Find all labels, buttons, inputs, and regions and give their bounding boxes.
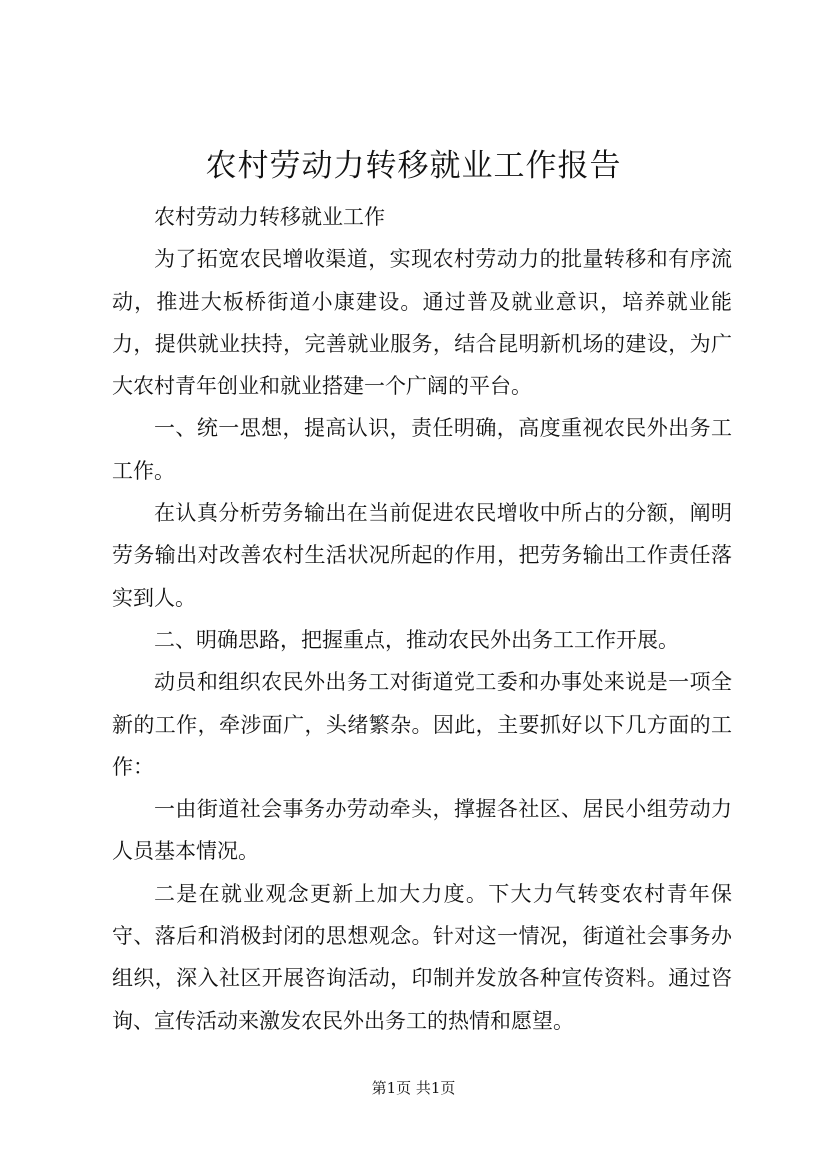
paragraph: 农村劳动力转移就业工作 bbox=[154, 205, 385, 229]
document-body bbox=[112, 196, 732, 1042]
paragraph: 二、明确思路，把握重点，推动农民外出务工工作开展。 bbox=[154, 627, 679, 652]
paragraph: 一、统一思想，提高认识，责任明确，高度重视农民外出务工工作。 bbox=[112, 416, 732, 483]
page-footer: 第1页 共1页 bbox=[371, 1079, 456, 1097]
paragraph: 在认真分析劳务输出在当前促进农民增收中所占的分额，阐明劳务输出对改善农村生活状况所起的作用，把劳务输出工作责任落实到人。 bbox=[112, 501, 732, 610]
paragraph: 二是在就业观念更新上加大力度。下大力气转变农村青年保守、落后和消极封闭的思想观念。针对这一情况，街道社会事务办组织，深入社区开展咨询活动，印制并发放各种宣传资料。通过咨询、宣传活动来激发农民外出务工的热情和愿望。 bbox=[112, 881, 732, 1033]
paragraph: 一由街道社会事务办劳动牵头，撑握各社区、居民小组劳动力人员基本情况。 bbox=[112, 797, 732, 864]
paragraph: 为了拓宽农民增收渠道，实现农村劳动力的批量转移和有序流动，推进大板桥街道小康建设。通过普及就业意识，培养就业能力，提供就业扶持，完善就业服务，结合昆明新机场的建设，为广大农村青年创业和就业搭建一个广阔的平台。 bbox=[112, 247, 732, 399]
paragraph: 动员和组织农民外出务工对街道党工委和办事处来说是一项全新的工作，牵涉面广，头绪繁杂。因此，主要抓好以下几方面的工作： bbox=[112, 670, 732, 779]
document-title: 农村劳动力转移就业工作报告 bbox=[205, 148, 622, 184]
